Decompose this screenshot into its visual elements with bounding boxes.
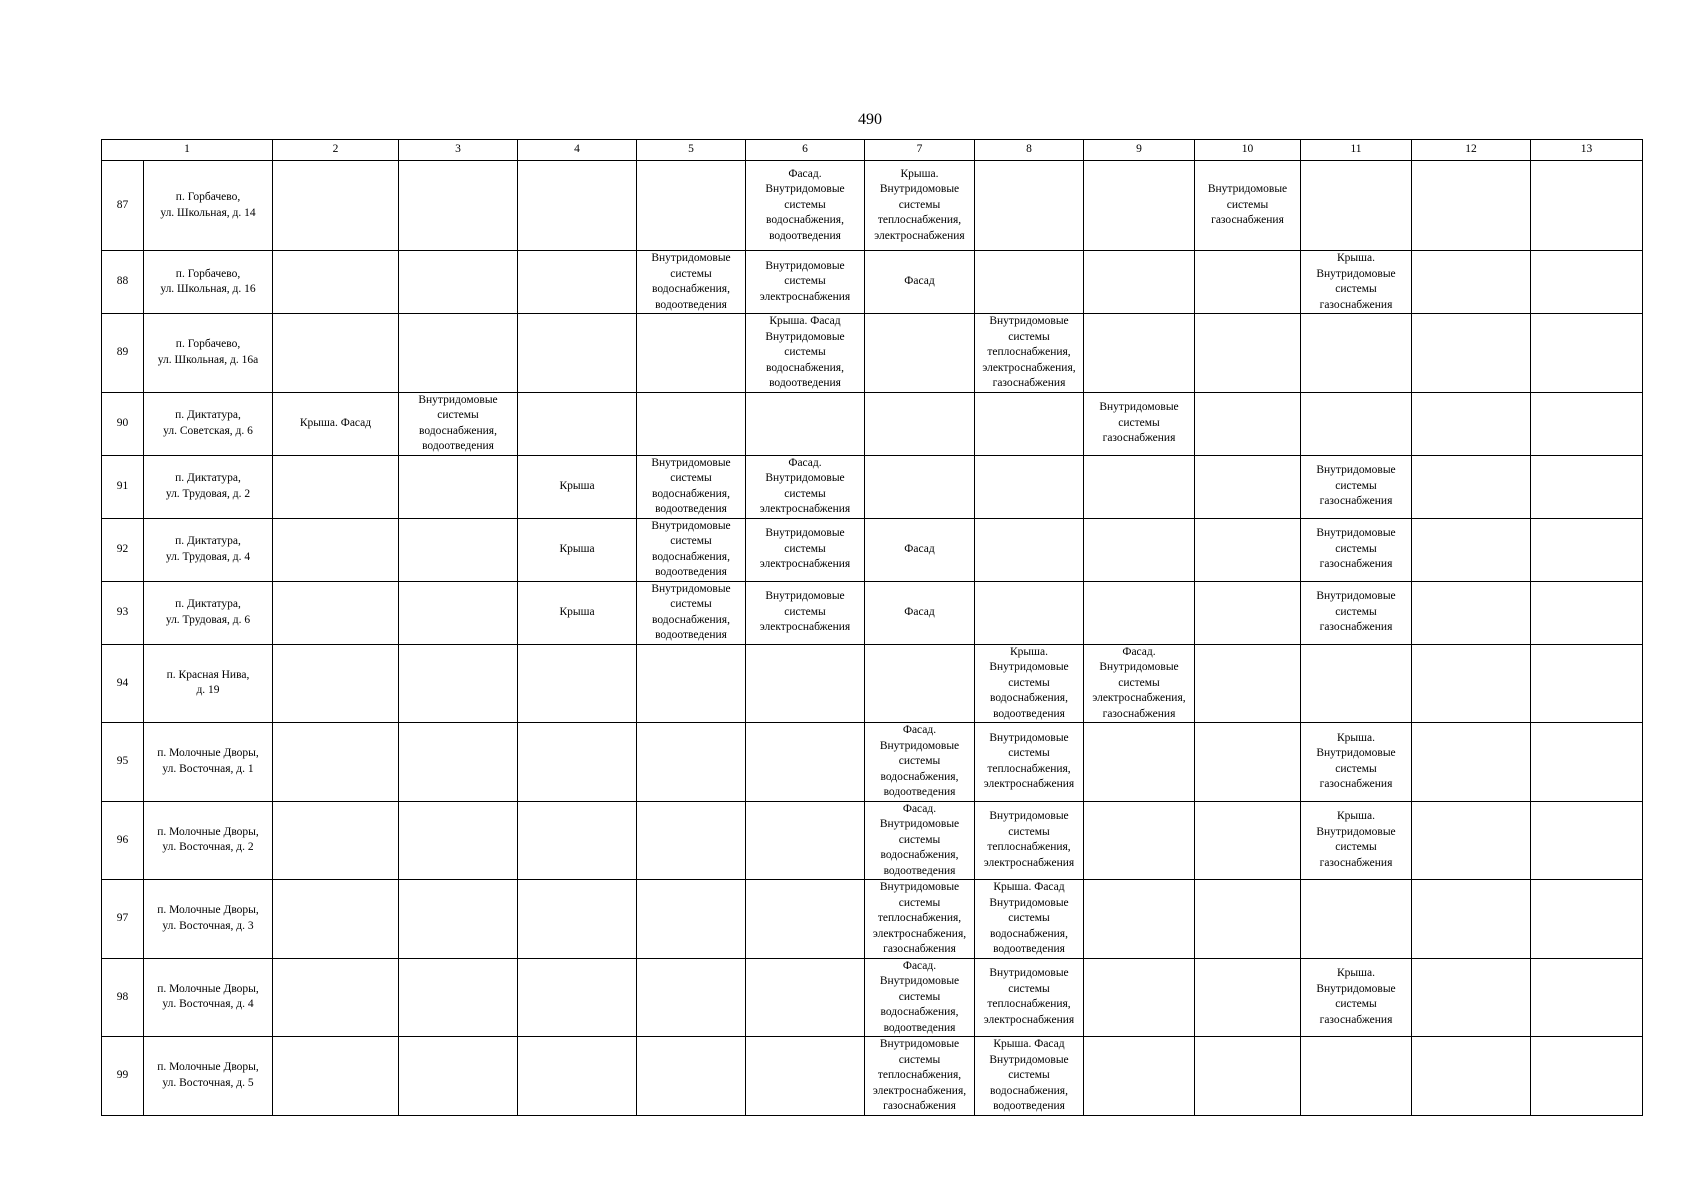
work-cell-col-9 <box>1084 958 1195 1037</box>
work-cell-col-13 <box>1531 581 1643 644</box>
work-cell-col-8 <box>975 251 1084 314</box>
work-cell-col-2 <box>273 1037 399 1116</box>
work-cell-col-5 <box>637 880 746 959</box>
address-cell: п. Горбачево, ул. Школьная, д. 16 <box>144 251 273 314</box>
work-cell-col-9 <box>1084 251 1195 314</box>
work-cell-col-12 <box>1412 518 1531 581</box>
work-cell-col-11: Внутридомовые системы газоснабжения <box>1301 518 1412 581</box>
column-header-5: 5 <box>637 140 746 161</box>
work-cell-col-2 <box>273 314 399 393</box>
work-cell-col-4 <box>518 392 637 455</box>
work-cell-col-9 <box>1084 455 1195 518</box>
work-cell-col-10: Внутридомовые системы газоснабжения <box>1195 161 1301 251</box>
row-number: 97 <box>102 880 144 959</box>
work-cell-col-10 <box>1195 518 1301 581</box>
work-cell-col-5 <box>637 392 746 455</box>
work-cell-col-8: Внутридомовые системы теплоснабжения, электроснабжения, газоснабжения <box>975 314 1084 393</box>
work-cell-col-7 <box>865 455 975 518</box>
work-cell-col-6 <box>746 723 865 802</box>
work-cell-col-10 <box>1195 880 1301 959</box>
work-cell-col-2: Крыша. Фасад <box>273 392 399 455</box>
work-cell-col-13 <box>1531 251 1643 314</box>
column-header-6: 6 <box>746 140 865 161</box>
column-header-11: 11 <box>1301 140 1412 161</box>
work-cell-col-10 <box>1195 251 1301 314</box>
work-cell-col-9 <box>1084 161 1195 251</box>
column-header-7: 7 <box>865 140 975 161</box>
work-cell-col-3 <box>399 958 518 1037</box>
work-cell-col-12 <box>1412 314 1531 393</box>
work-cell-col-6 <box>746 644 865 723</box>
address-cell: п. Диктатура, ул. Советская, д. 6 <box>144 392 273 455</box>
work-cell-col-12 <box>1412 581 1531 644</box>
row-number: 87 <box>102 161 144 251</box>
work-cell-col-7: Фасад. Внутридомовые системы водоснабжения, водоотведения <box>865 801 975 880</box>
work-cell-col-3 <box>399 314 518 393</box>
work-cell-col-9 <box>1084 314 1195 393</box>
work-cell-col-11: Крыша. Внутридомовые системы газоснабжения <box>1301 251 1412 314</box>
work-cell-col-13 <box>1531 801 1643 880</box>
work-cell-col-10 <box>1195 1037 1301 1116</box>
work-cell-col-10 <box>1195 314 1301 393</box>
address-cell: п. Молочные Дворы, ул. Восточная, д. 5 <box>144 1037 273 1116</box>
work-cell-col-4: Крыша <box>518 581 637 644</box>
work-cell-col-2 <box>273 518 399 581</box>
work-cell-col-4 <box>518 644 637 723</box>
work-cell-col-7 <box>865 644 975 723</box>
page-number: 490 <box>858 111 882 128</box>
column-number-row <box>102 140 1643 161</box>
work-cell-col-4 <box>518 1037 637 1116</box>
work-cell-col-8: Крыша. Фасад Внутридомовые системы водоснабжения, водоотведения <box>975 1037 1084 1116</box>
work-cell-col-6: Фасад. Внутридомовые системы водоснабжения, водоотведения <box>746 161 865 251</box>
column-header-4: 4 <box>518 140 637 161</box>
row-number: 92 <box>102 518 144 581</box>
work-cell-col-11: Внутридомовые системы газоснабжения <box>1301 455 1412 518</box>
repair-schedule-table <box>101 139 1643 1116</box>
row-number: 96 <box>102 801 144 880</box>
work-cell-col-9 <box>1084 518 1195 581</box>
table-row <box>102 723 1643 802</box>
work-cell-col-9: Фасад. Внутридомовые системы электроснабжения, газоснабжения <box>1084 644 1195 723</box>
work-cell-col-7 <box>865 392 975 455</box>
table-row <box>102 880 1643 959</box>
work-cell-col-10 <box>1195 581 1301 644</box>
work-cell-col-6: Фасад. Внутридомовые системы электроснабжения <box>746 455 865 518</box>
work-cell-col-3 <box>399 455 518 518</box>
table-row <box>102 455 1643 518</box>
work-cell-col-12 <box>1412 880 1531 959</box>
work-cell-col-5: Внутридомовые системы водоснабжения, водоотведения <box>637 251 746 314</box>
work-cell-col-4 <box>518 880 637 959</box>
work-cell-col-11: Крыша. Внутридомовые системы газоснабжения <box>1301 801 1412 880</box>
work-cell-col-6 <box>746 880 865 959</box>
row-number: 91 <box>102 455 144 518</box>
work-cell-col-2 <box>273 251 399 314</box>
work-cell-col-2 <box>273 644 399 723</box>
work-cell-col-8: Крыша. Фасад Внутридомовые системы водоснабжения, водоотведения <box>975 880 1084 959</box>
table-row <box>102 518 1643 581</box>
work-cell-col-9 <box>1084 581 1195 644</box>
address-cell: п. Диктатура, ул. Трудовая, д. 4 <box>144 518 273 581</box>
work-cell-col-13 <box>1531 392 1643 455</box>
work-cell-col-8 <box>975 581 1084 644</box>
work-cell-col-7: Внутридомовые системы теплоснабжения, электроснабжения, газоснабжения <box>865 1037 975 1116</box>
row-number: 98 <box>102 958 144 1037</box>
work-cell-col-8: Внутридомовые системы теплоснабжения, электроснабжения <box>975 958 1084 1037</box>
work-cell-col-8: Крыша. Внутридомовые системы водоснабжения, водоотведения <box>975 644 1084 723</box>
work-cell-col-3 <box>399 581 518 644</box>
address-cell: п. Молочные Дворы, ул. Восточная, д. 1 <box>144 723 273 802</box>
work-cell-col-3 <box>399 801 518 880</box>
work-cell-col-11: Внутридомовые системы газоснабжения <box>1301 581 1412 644</box>
work-cell-col-8: Внутридомовые системы теплоснабжения, электроснабжения <box>975 723 1084 802</box>
work-cell-col-5: Внутридомовые системы водоснабжения, водоотведения <box>637 518 746 581</box>
work-cell-col-7: Фасад <box>865 251 975 314</box>
work-cell-col-5 <box>637 644 746 723</box>
work-cell-col-11 <box>1301 392 1412 455</box>
address-cell: п. Молочные Дворы, ул. Восточная, д. 3 <box>144 880 273 959</box>
work-cell-col-4 <box>518 314 637 393</box>
work-cell-col-12 <box>1412 455 1531 518</box>
column-header-2: 2 <box>273 140 399 161</box>
work-cell-col-13 <box>1531 723 1643 802</box>
column-header-3: 3 <box>399 140 518 161</box>
work-cell-col-2 <box>273 801 399 880</box>
work-cell-col-12 <box>1412 958 1531 1037</box>
work-cell-col-12 <box>1412 161 1531 251</box>
column-header-9: 9 <box>1084 140 1195 161</box>
work-cell-col-5 <box>637 958 746 1037</box>
work-cell-col-3: Внутридомовые системы водоснабжения, водоотведения <box>399 392 518 455</box>
work-cell-col-9 <box>1084 723 1195 802</box>
work-cell-col-12 <box>1412 251 1531 314</box>
work-cell-col-10 <box>1195 392 1301 455</box>
column-header-8: 8 <box>975 140 1084 161</box>
work-cell-col-11 <box>1301 314 1412 393</box>
work-cell-col-3 <box>399 161 518 251</box>
work-cell-col-7 <box>865 314 975 393</box>
table-row <box>102 644 1643 723</box>
address-cell: п. Молочные Дворы, ул. Восточная, д. 4 <box>144 958 273 1037</box>
work-cell-col-3 <box>399 518 518 581</box>
address-cell: п. Диктатура, ул. Трудовая, д. 2 <box>144 455 273 518</box>
work-cell-col-9 <box>1084 1037 1195 1116</box>
work-cell-col-5: Внутридомовые системы водоснабжения, водоотведения <box>637 581 746 644</box>
row-number: 99 <box>102 1037 144 1116</box>
work-cell-col-5 <box>637 161 746 251</box>
work-cell-col-6: Внутридомовые системы электроснабжения <box>746 581 865 644</box>
work-cell-col-8: Внутридомовые системы теплоснабжения, электроснабжения <box>975 801 1084 880</box>
work-cell-col-12 <box>1412 1037 1531 1116</box>
work-cell-col-5 <box>637 723 746 802</box>
column-header-12: 12 <box>1412 140 1531 161</box>
column-header-10: 10 <box>1195 140 1301 161</box>
work-cell-col-6 <box>746 801 865 880</box>
table-row <box>102 161 1643 251</box>
work-cell-col-3 <box>399 880 518 959</box>
work-cell-col-4 <box>518 801 637 880</box>
table-row <box>102 251 1643 314</box>
work-cell-col-5: Внутридомовые системы водоснабжения, водоотведения <box>637 455 746 518</box>
row-number: 90 <box>102 392 144 455</box>
work-cell-col-2 <box>273 723 399 802</box>
work-cell-col-11 <box>1301 880 1412 959</box>
work-cell-col-7: Фасад. Внутридомовые системы водоснабжения, водоотведения <box>865 723 975 802</box>
work-cell-col-9 <box>1084 880 1195 959</box>
work-cell-col-7: Фасад <box>865 581 975 644</box>
work-cell-col-13 <box>1531 314 1643 393</box>
work-cell-col-13 <box>1531 518 1643 581</box>
work-cell-col-2 <box>273 455 399 518</box>
address-cell: п. Горбачево, ул. Школьная, д. 16а <box>144 314 273 393</box>
table-row <box>102 801 1643 880</box>
work-cell-col-13 <box>1531 1037 1643 1116</box>
work-cell-col-3 <box>399 1037 518 1116</box>
work-cell-col-7: Фасад. Внутридомовые системы водоснабжения, водоотведения <box>865 958 975 1037</box>
work-cell-col-12 <box>1412 644 1531 723</box>
address-cell: п. Молочные Дворы, ул. Восточная, д. 2 <box>144 801 273 880</box>
work-cell-col-6 <box>746 958 865 1037</box>
address-cell: п. Красная Нива, д. 19 <box>144 644 273 723</box>
work-cell-col-4 <box>518 251 637 314</box>
work-cell-col-4: Крыша <box>518 518 637 581</box>
work-cell-col-6: Крыша. Фасад Внутридомовые системы водоснабжения, водоотведения <box>746 314 865 393</box>
work-cell-col-5 <box>637 1037 746 1116</box>
work-cell-col-7: Фасад <box>865 518 975 581</box>
work-cell-col-3 <box>399 723 518 802</box>
work-cell-col-4: Крыша <box>518 455 637 518</box>
work-cell-col-13 <box>1531 161 1643 251</box>
work-cell-col-13 <box>1531 880 1643 959</box>
work-cell-col-4 <box>518 723 637 802</box>
work-cell-col-11 <box>1301 1037 1412 1116</box>
work-cell-col-7: Внутридомовые системы теплоснабжения, электроснабжения, газоснабжения <box>865 880 975 959</box>
work-cell-col-9 <box>1084 801 1195 880</box>
work-cell-col-6: Внутридомовые системы электроснабжения <box>746 251 865 314</box>
work-cell-col-8 <box>975 392 1084 455</box>
column-header-13: 13 <box>1531 140 1643 161</box>
work-cell-col-9: Внутридомовые системы газоснабжения <box>1084 392 1195 455</box>
row-number: 89 <box>102 314 144 393</box>
work-cell-col-11: Крыша. Внутридомовые системы газоснабжения <box>1301 958 1412 1037</box>
work-cell-col-3 <box>399 644 518 723</box>
work-cell-col-11 <box>1301 644 1412 723</box>
work-cell-col-3 <box>399 251 518 314</box>
work-cell-col-11: Крыша. Внутридомовые системы газоснабжения <box>1301 723 1412 802</box>
work-cell-col-2 <box>273 880 399 959</box>
work-cell-col-12 <box>1412 723 1531 802</box>
work-cell-col-12 <box>1412 392 1531 455</box>
work-cell-col-7: Крыша. Внутридомовые системы теплоснабжения, электроснабжения <box>865 161 975 251</box>
table-row <box>102 581 1643 644</box>
column-header-1: 1 <box>102 140 273 161</box>
work-cell-col-10 <box>1195 958 1301 1037</box>
work-cell-col-13 <box>1531 644 1643 723</box>
work-cell-col-10 <box>1195 644 1301 723</box>
work-cell-col-2 <box>273 958 399 1037</box>
work-cell-col-5 <box>637 801 746 880</box>
row-number: 93 <box>102 581 144 644</box>
work-cell-col-13 <box>1531 455 1643 518</box>
work-cell-col-10 <box>1195 801 1301 880</box>
work-cell-col-2 <box>273 161 399 251</box>
work-cell-col-4 <box>518 958 637 1037</box>
work-cell-col-8 <box>975 161 1084 251</box>
work-cell-col-6: Внутридомовые системы электроснабжения <box>746 518 865 581</box>
row-number: 88 <box>102 251 144 314</box>
table-row <box>102 392 1643 455</box>
work-cell-col-4 <box>518 161 637 251</box>
work-cell-col-10 <box>1195 455 1301 518</box>
work-cell-col-6 <box>746 1037 865 1116</box>
work-cell-col-8 <box>975 455 1084 518</box>
work-cell-col-5 <box>637 314 746 393</box>
work-cell-col-2 <box>273 581 399 644</box>
work-cell-col-13 <box>1531 958 1643 1037</box>
table-row <box>102 314 1643 393</box>
row-number: 95 <box>102 723 144 802</box>
row-number: 94 <box>102 644 144 723</box>
work-cell-col-8 <box>975 518 1084 581</box>
table-row <box>102 958 1643 1037</box>
work-cell-col-11 <box>1301 161 1412 251</box>
address-cell: п. Горбачево, ул. Школьная, д. 14 <box>144 161 273 251</box>
work-cell-col-12 <box>1412 801 1531 880</box>
table-row <box>102 1037 1643 1116</box>
work-cell-col-6 <box>746 392 865 455</box>
work-cell-col-10 <box>1195 723 1301 802</box>
address-cell: п. Диктатура, ул. Трудовая, д. 6 <box>144 581 273 644</box>
